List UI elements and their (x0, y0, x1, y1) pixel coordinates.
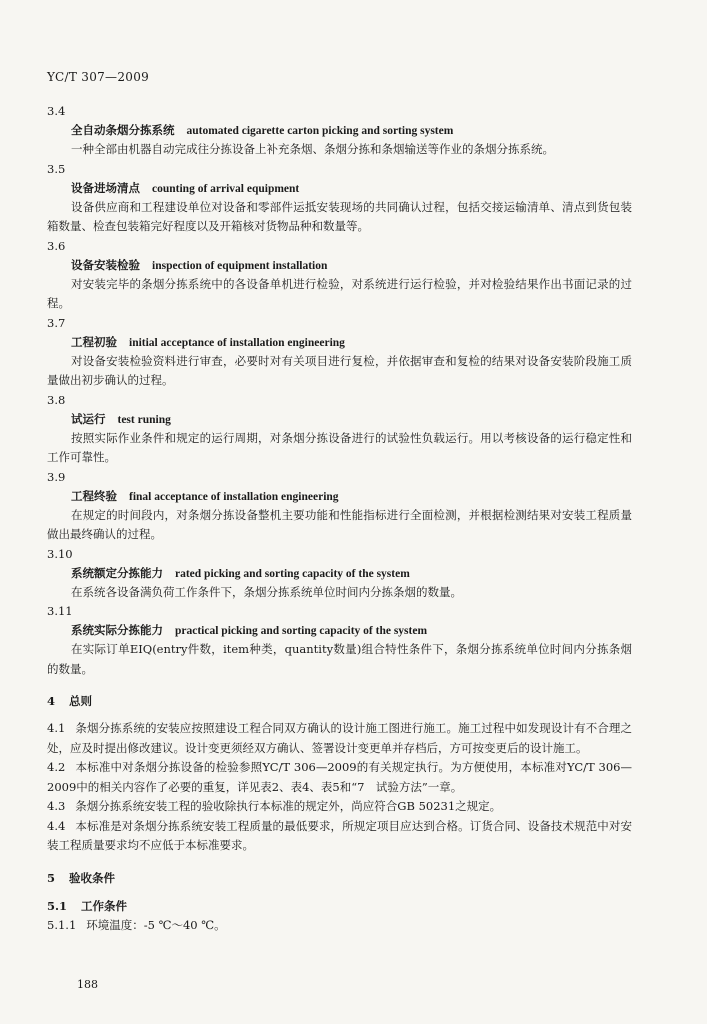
clause (47, 758, 632, 797)
standard-code-header: YC/T 307—2009 (47, 70, 150, 84)
term-definition: 在规定的时间段内，对条烟分拣设备整机主要功能和性能指标进行全面检测，并根据检测结果对安装工程质量做出最终确认的过程。 (47, 507, 632, 541)
subsection-title: 工作条件 (81, 898, 128, 913)
term-title-en: automated cigarette carton picking and sorting system (186, 125, 454, 137)
term-title-zh: 设备进场清点 (71, 180, 140, 195)
term-number: 3.4 (47, 104, 66, 118)
term-title-en: inspection of equipment installation (152, 259, 328, 272)
term-definition: 对安装完毕的条烟分拣系统中的各设备单机进行检验，对系统进行运行检验，并对检验结果作出书面记录的过程。 (47, 276, 632, 310)
term-title (47, 256, 632, 275)
term-title (47, 121, 632, 140)
term-title (47, 621, 632, 640)
term-definition: 一种全部由机器自动完成往分拣设备上补充条烟、条烟分拣和条烟输送等作业的条烟分拣系统。 (71, 142, 554, 156)
term-definition: 按照实际作业条件和规定的运行周期，对条烟分拣设备进行的试验性负载运行。用以考核设备的运行稳定性和工作可靠性。 (47, 430, 632, 464)
term-title-en: rated picking and sorting capacity of the system (175, 567, 410, 580)
section-number: 5 (47, 870, 56, 885)
term-title-zh: 试运行 (71, 411, 106, 426)
term-title-zh: 系统额定分拣能力 (71, 565, 163, 580)
term-number: 3.5 (47, 161, 66, 176)
term-title-en: final acceptance of installation engineering (129, 490, 339, 503)
section-heading (47, 868, 632, 888)
term-title-en: initial acceptance of installation engineering (129, 336, 345, 349)
term-number: 3.6 (47, 238, 66, 253)
term-title (47, 487, 632, 506)
term-number: 3.10 (47, 546, 73, 561)
clause-text: 条烟分拣系统的安装应按照建设工程合同双方确认的设计施工图进行施工。施工过程中如发现设计有不合理之处，应及时提出修改建议。设计变更须经双方确认、签署设计变更单并存档后，方可按变更后的设计施工。 (47, 721, 632, 755)
clause-number: 5.1.1 (47, 917, 77, 932)
subsection-number: 5.1 (47, 898, 68, 913)
term-number: 3.7 (47, 315, 66, 330)
term-title-en: test runing (117, 413, 171, 426)
document-body (47, 102, 632, 935)
term-title-en: practical picking and sorting capacity of the system (175, 625, 428, 637)
term-title (47, 179, 632, 198)
clause-text: 本标准中对条烟分拣设备的检验参照YC/T 306—2009的有关规定执行。为方便使用，本标准对YC/T 306—2009中的相关内容作了必要的重复，详见表2、表4、表5和“7 试验方法”一章。 (47, 760, 632, 794)
subsection-heading (47, 896, 632, 916)
term-definition: 对设备安装检验资料进行审查，必要时对有关项目进行复检，并依据审查和复检的结果对设备安装阶段施工质量做出初步确认的过程。 (47, 353, 632, 387)
section-title: 总则 (69, 694, 93, 708)
clause (47, 719, 632, 758)
term-title-zh: 系统实际分拣能力 (71, 623, 163, 637)
term-definition: 在实际订单EIQ(entry件数，item种类，quantity数量)组合特性条件下，条烟分拣系统单位时间内分拣条烟的数量。 (47, 642, 632, 676)
clause-number: 4.4 (47, 818, 66, 833)
term-number: 3.11 (47, 604, 73, 618)
term-title (47, 564, 632, 583)
clause-number: 4.1 (47, 721, 66, 735)
term-title (47, 410, 632, 429)
clause (47, 797, 632, 817)
section-number: 4 (47, 694, 56, 708)
term-number: 3.9 (47, 469, 66, 484)
clause-text: 环境温度：-5 ℃～40 ℃。 (86, 917, 226, 932)
clause-text: 条烟分拣系统安装工程的验收除执行本标准的规定外，尚应符合GB 50231之规定。 (75, 799, 502, 813)
clause-text: 本标准是对条烟分拣系统安装工程质量的最低要求，所规定项目应达到合格。订货合同、设备技术规范中对安装工程质量要求均不应低于本标准要求。 (47, 818, 632, 852)
term-title-zh: 全自动条烟分拣系统 (71, 123, 175, 137)
term-definition: 在系统各设备满负荷工作条件下，条烟分拣系统单位时间内分拣条烟的数量。 (71, 584, 462, 599)
page-number: 188 (77, 978, 98, 991)
clause (47, 817, 632, 856)
term-number: 3.8 (47, 392, 66, 407)
term-definition: 设备供应商和工程建设单位对设备和零部件运抵安装现场的共同确认过程，包括交接运输清单、清点到货包装箱数量、检查包装箱完好程度以及开箱核对货物品种和数量等。 (47, 199, 632, 233)
section-title: 验收条件 (69, 870, 116, 885)
clause-number: 4.3 (47, 799, 66, 813)
term-title-zh: 设备安装检验 (71, 257, 140, 272)
term-title-zh: 工程初验 (71, 334, 117, 349)
clause (47, 916, 632, 936)
clause-number: 4.2 (47, 760, 66, 774)
term-title (47, 333, 632, 352)
term-title-zh: 工程终验 (71, 488, 117, 503)
section-heading (47, 691, 632, 711)
term-title-en: counting of arrival equipment (152, 182, 300, 195)
